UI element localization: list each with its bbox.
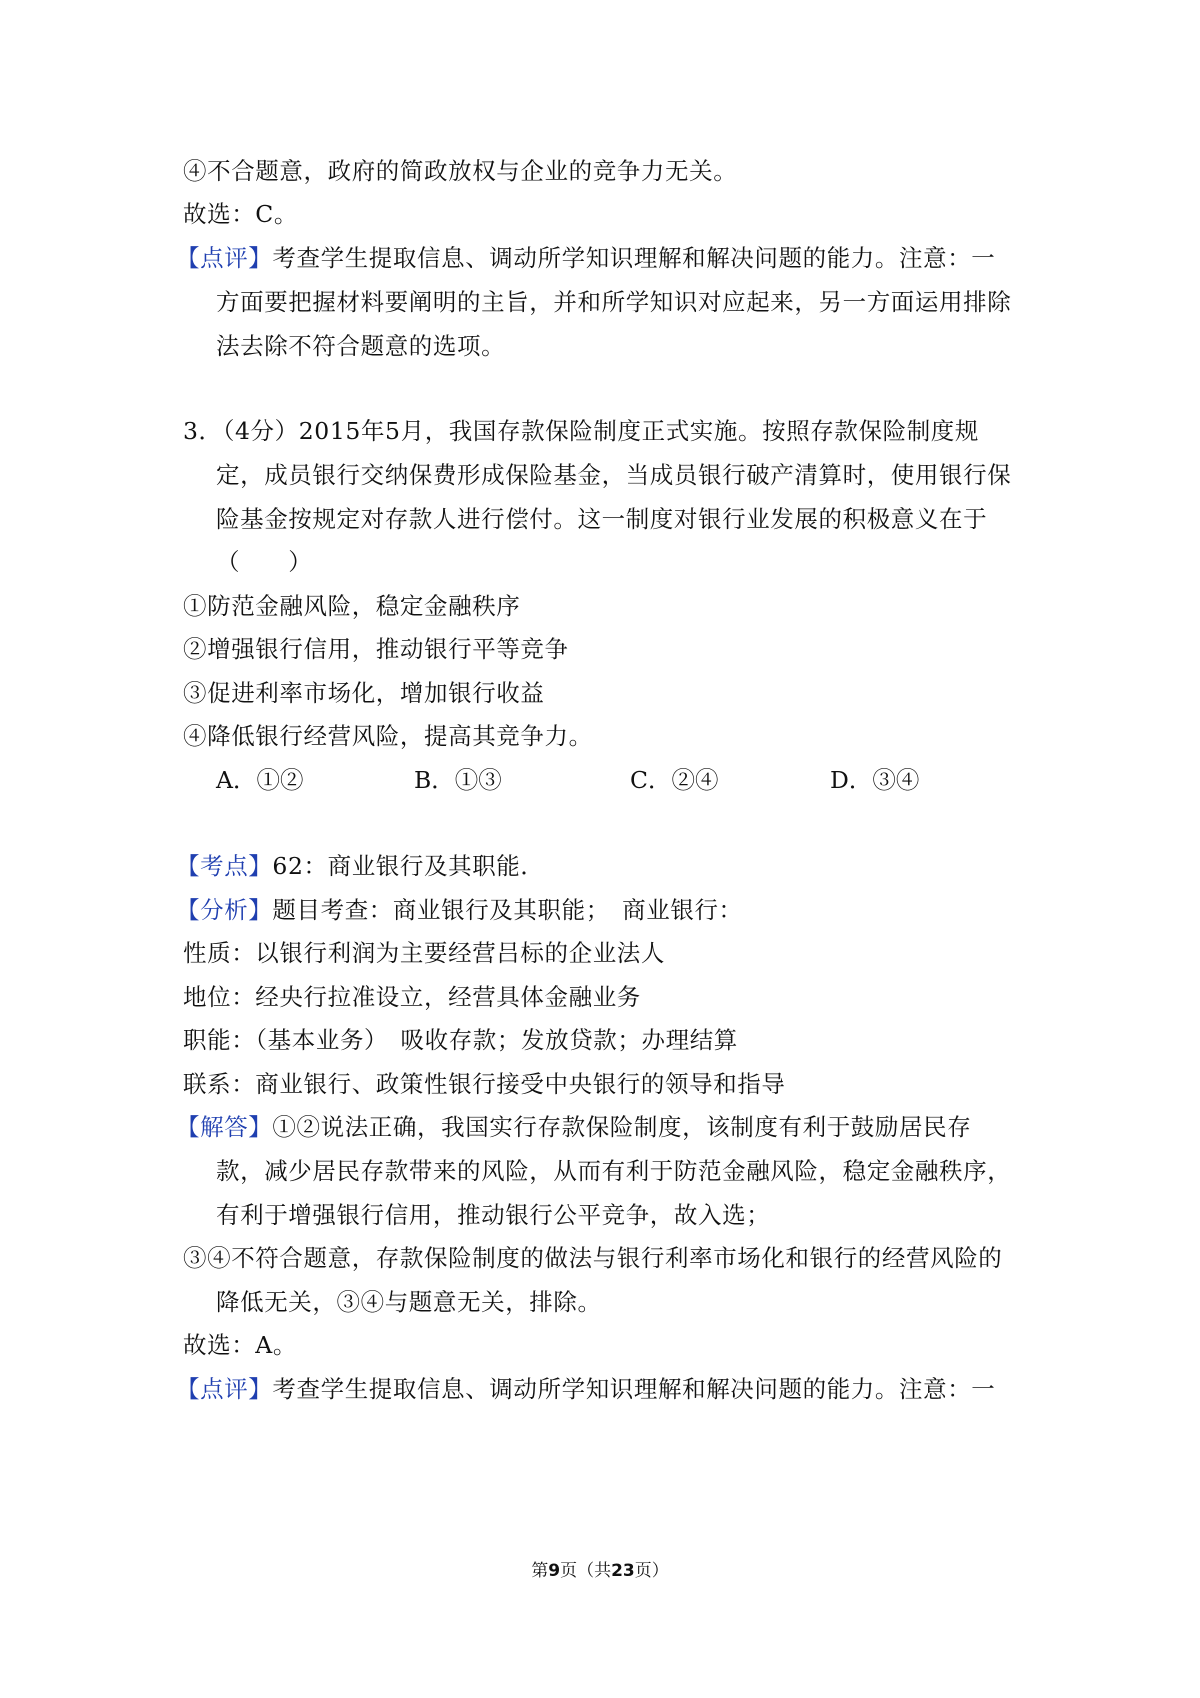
final-answer: 故选：A。 [183,1331,297,1359]
question-stem-line-1: 3．（4分）2015年5月，我国存款保险制度正式实施。按照存款保险制度规 [183,417,980,445]
kaodian-line [176,851,545,881]
analysis-nature: 性质：以银行利润为主要经营吕标的企业法人 [183,939,665,967]
prev-comment-line-3: 法去除不符合题意的选项。 [216,332,506,360]
fenxi-line [176,895,743,925]
footer-prefix: 第 [531,1561,549,1581]
choice-a: A．①② [216,766,304,794]
jieda-line-2: 款，减少居民存款带来的风险，从而有利于防范金融风险，稳定金融秩序， [216,1157,1012,1185]
kaodian-text: 62：商业银行及其职能． [272,852,545,880]
jieda-line [176,1112,971,1142]
kaodian-tag: 【考点】 [176,852,273,880]
footer-middle: 页（共 [560,1561,612,1581]
fenxi-text: 题目考查：商业银行及其职能； 商业银行： [272,896,743,924]
prev-comment-line-2: 方面要把握材料要阐明的主旨，并和所学知识对应起来，另一方面运用排除 [216,288,1012,316]
analysis-functions: 职能：（基本业务） 吸收存款；发放贷款；办理结算 [183,1026,738,1054]
comment-text: 考查学生提取信息、调动所学知识理解和解决问题的能力。注意：一 [272,244,996,272]
option-statement-2: ②增强银行信用，推动银行平等竞争 [183,635,569,663]
jieda-text: ①②说法正确，我国实行存款保险制度，该制度有利于鼓励居民存 [272,1113,972,1141]
final-comment [176,1374,995,1404]
analysis-relation: 联系：商业银行、政策性银行接受中央银行的领导和指导 [183,1070,786,1098]
question-blank: （ ） [216,548,313,576]
page-footer [0,1560,1200,1582]
jieda-tag: 【解答】 [176,1113,273,1141]
option-statement-3: ③促进利率市场化，增加银行收益 [183,679,545,707]
choice-b: B．①③ [414,766,502,794]
option-statement-4: ④降低银行经营风险，提高其竞争力。 [183,722,593,750]
exclude-line-1: ③④不符合题意，存款保险制度的做法与银行利率市场化和银行的经营风险的 [183,1244,1003,1272]
choice-d: D．③④ [830,766,920,794]
option-statement-1: ①防范金融风险，稳定金融秩序 [183,592,521,620]
jieda-line-3: 有利于增强银行信用，推动银行公平竞争，故入选； [216,1201,771,1229]
final-comment-tag: 【点评】 [176,1375,273,1403]
footer-page-number: 9 [548,1561,561,1581]
question-stem-line-3: 险基金按规定对存款人进行偿付。这一制度对银行业发展的积极意义在于 [216,505,988,533]
footer-suffix: 页） [634,1561,669,1581]
prev-option-line: ④不合题意，政府的简政放权与企业的竞争力无关。 [183,157,738,185]
question-stem-line-2: 定，成员银行交纳保费形成保险基金，当成员银行破产清算时，使用银行保 [216,461,1012,489]
analysis-status: 地位：经央行拉准设立，经营具体金融业务 [183,983,641,1011]
prev-answer: 故选：C。 [183,200,298,228]
final-comment-text: 考查学生提取信息、调动所学知识理解和解决问题的能力。注意：一 [272,1375,996,1403]
choice-c: C．②④ [630,766,719,794]
comment-tag: 【点评】 [176,244,273,272]
footer-total-pages: 23 [611,1561,635,1581]
exclude-line-2: 降低无关，③④与题意无关，排除。 [216,1288,602,1316]
fenxi-tag: 【分析】 [176,896,273,924]
prev-comment [176,243,995,273]
